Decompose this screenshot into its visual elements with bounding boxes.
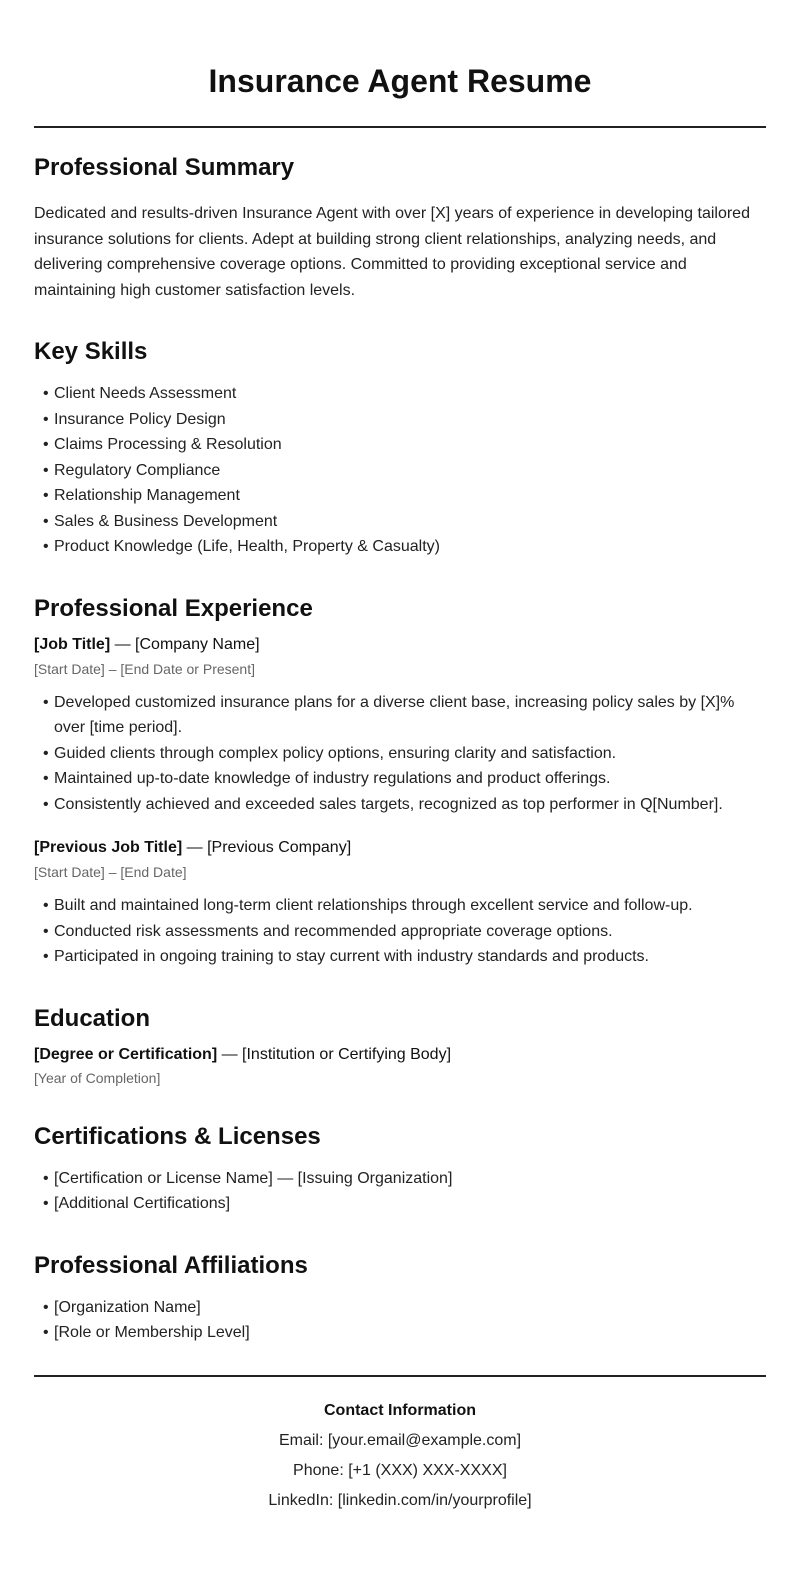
list-item: • Built and maintained long-term client relationships through excellent service and follow-up. bbox=[54, 893, 766, 919]
job-dates: [Start Date] – [End Date or Present] bbox=[34, 660, 255, 677]
job-dates: [Start Date] – [End Date] bbox=[34, 864, 187, 880]
job-header bbox=[34, 634, 766, 656]
job-title: [Job Title] bbox=[34, 635, 111, 653]
contact-linkedin: LinkedIn: [linkedin.com/in/yourprofile] bbox=[268, 1491, 532, 1509]
list-item: • Insurance Policy Design bbox=[54, 407, 766, 433]
list-item: • Product Knowledge (Life, Health, Property & Casualty) bbox=[54, 534, 766, 560]
affiliations-section bbox=[34, 1251, 766, 1346]
list-item: • Sales & Business Development bbox=[54, 509, 766, 535]
list-item: • Developed customized insurance plans for a diverse client base, increasing policy sales by [X]% over [time period]. bbox=[54, 690, 766, 741]
certifications-heading: Certifications & Licenses bbox=[34, 1122, 321, 1150]
job-entry bbox=[34, 837, 766, 970]
contact-heading: Contact Information bbox=[324, 1401, 476, 1419]
list-item: • Conducted risk assessments and recommended appropriate coverage options. bbox=[54, 919, 766, 945]
skills-heading: Key Skills bbox=[34, 338, 148, 365]
affiliations-heading: Professional Affiliations bbox=[34, 1251, 308, 1279]
job-company: — [Company Name] bbox=[114, 635, 260, 653]
contact-email: Email: [your.email@example.com] bbox=[278, 1431, 522, 1449]
education-heading: Education bbox=[34, 1004, 151, 1032]
list-item: • [Certification or License Name] — [Issuing Organization] bbox=[54, 1166, 766, 1192]
list-item: • [Organization Name] bbox=[54, 1295, 766, 1321]
education-year: [Year of Completion] bbox=[34, 1069, 161, 1086]
list-item: • Consistently achieved and exceeded sales targets, recognized as top performer in Q[Number]. bbox=[54, 792, 766, 818]
contact-phone: Phone: [+1 (XXX) XXX-XXXX] bbox=[293, 1461, 507, 1479]
summary-heading: Professional Summary bbox=[34, 154, 295, 181]
list-item: • Maintained up-to-date knowledge of industry regulations and product offerings. bbox=[54, 766, 766, 792]
job-bullets bbox=[34, 893, 766, 970]
skills-section bbox=[34, 337, 766, 560]
list-item: • Client Needs Assessment bbox=[54, 381, 766, 407]
education-header bbox=[34, 1044, 766, 1066]
page-title: Insurance Agent Resume bbox=[208, 63, 592, 99]
job-header bbox=[34, 837, 766, 859]
job-bullets bbox=[34, 690, 766, 818]
summary-section bbox=[34, 153, 766, 303]
job-company: — [Previous Company] bbox=[186, 839, 352, 856]
list-item: • [Role or Membership Level] bbox=[54, 1320, 766, 1346]
certifications-list bbox=[34, 1166, 766, 1217]
education-degree: [Degree or Certification] bbox=[34, 1045, 218, 1063]
list-item: • [Additional Certifications] bbox=[54, 1191, 766, 1217]
skills-list bbox=[34, 381, 766, 560]
job-entry bbox=[34, 634, 766, 818]
summary-text: Dedicated and results-driven Insurance Agent with over [X] years of experience in developing tailored insurance solutions for clients. Adept at building strong client relationships, analyzing needs, and delivering comprehensive coverage options. Committed to providing exceptional service and maintaining high customer satisfaction levels. bbox=[34, 205, 750, 299]
experience-section bbox=[34, 594, 766, 970]
list-item: • Relationship Management bbox=[54, 483, 766, 509]
list-item: • Regulatory Compliance bbox=[54, 458, 766, 484]
affiliations-list bbox=[34, 1295, 766, 1346]
education-section bbox=[34, 1004, 766, 1088]
contact-section bbox=[34, 1401, 766, 1511]
top-divider bbox=[34, 126, 766, 128]
certifications-section bbox=[34, 1122, 766, 1217]
experience-heading: Professional Experience bbox=[34, 594, 313, 622]
job-title: [Previous Job Title] bbox=[34, 839, 183, 856]
list-item: • Guided clients through complex policy options, ensuring clarity and satisfaction. bbox=[54, 741, 766, 767]
bottom-divider bbox=[34, 1375, 766, 1377]
education-institution: — [Institution or Certifying Body] bbox=[221, 1045, 452, 1063]
list-item: • Claims Processing & Resolution bbox=[54, 432, 766, 458]
list-item: • Participated in ongoing training to stay current with industry standards and products. bbox=[54, 944, 766, 970]
